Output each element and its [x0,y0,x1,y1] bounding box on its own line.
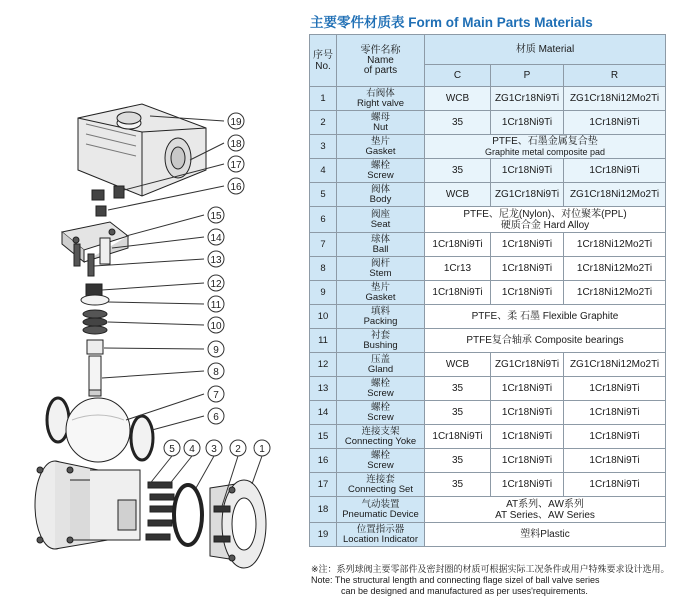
row-name-en: Pneumatic Device [342,508,419,520]
callout-4-label: 4 [189,444,195,455]
callout-1 [252,440,270,484]
row-name-en: Stem [369,267,392,279]
row-name-cn: 位置指示器 [356,523,405,535]
callout-2-label: 2 [235,444,241,455]
callout-9-label: 9 [213,345,219,356]
cell-p: 1Cr18Ni9Ti [491,257,564,281]
footnote [311,564,670,597]
row-no: 2 [310,111,337,135]
cell-c: WCB [425,87,491,111]
gasket-ring [174,485,202,545]
row-no: 1 [310,87,337,111]
callout-17-label: 17 [230,160,242,171]
row-name [337,281,425,305]
row-name-cn: 连接套 [366,473,395,485]
row-no: 11 [310,329,337,353]
table-row [310,87,666,111]
cell-r: ZG1Cr18Ni12Mo2Ti [564,353,666,377]
table-row [310,233,666,257]
row-no: 19 [310,523,337,547]
cell-p: 1Cr18Ni9Ti [491,111,564,135]
table-row [310,377,666,401]
row-name [337,497,425,523]
cell-span: 塑料Plastic [425,523,666,547]
cell-span-line2: Graphite metal composite pad [484,146,606,157]
row-name-cn: 螺栓 [370,401,390,413]
note-line-cn: ※注：系列球阀主要零部件及密封圈的材质可根据实际工况条件或用户特殊要求设计选用。 [311,564,670,574]
row-name-cn: 螺栓 [370,377,390,389]
row-name-cn: 右阀体 [366,87,395,99]
pneumatic-actuator [78,104,206,196]
table-row [310,449,666,473]
row-no: 9 [310,281,337,305]
row-name [337,233,425,257]
header-col-p: P [491,65,564,87]
cell-c: WCB [425,183,491,207]
row-name [337,183,425,207]
row-no: 7 [310,233,337,257]
row-name [337,449,425,473]
header-no-cn: 序号 [313,49,333,61]
row-name-en: Screw [367,169,394,181]
row-no: 14 [310,401,337,425]
row-name-cn: 衬套 [370,329,390,341]
table-row [310,473,666,497]
row-name-en: Gasket [365,145,396,157]
callout-6-label: 6 [213,412,219,423]
right-valve [210,480,266,568]
row-no: 5 [310,183,337,207]
cell-r: 1Cr18Ni12Mo2Ti [564,233,666,257]
cell-r: 1Cr18Ni9Ti [564,401,666,425]
row-name-cn: 阀杆 [370,257,390,269]
cell-r: 1Cr18Ni9Ti [564,449,666,473]
row-no: 13 [310,377,337,401]
row-name-en: Packing [363,315,398,327]
row-name-cn: 垫片 [370,281,390,293]
cell-r: 1Cr18Ni9Ti [564,159,666,183]
row-name [337,87,425,111]
callout-8-label: 8 [213,367,219,378]
callout-11-label: 11 [210,300,222,311]
row-name-en: Ball [372,243,389,255]
row-name-cn: 球体 [370,233,390,245]
cell-p: ZG1Cr18Ni9Ti [491,353,564,377]
row-name [337,425,425,449]
header-name-en1: Name [367,54,394,66]
row-name-en: Screw [367,387,394,399]
row-name-en: Location Indicator [343,533,418,545]
cell-span-line1: PTFE、尼龙(Nylon)、对位聚苯(PPL) [463,208,627,220]
row-name [337,353,425,377]
materials-table [309,34,665,547]
cell-p: 1Cr18Ni9Ti [491,401,564,425]
row-name-en: Gasket [365,291,396,303]
callout-16-label: 16 [230,182,242,193]
header-name-cn: 零件名称 [360,44,401,56]
page-title: 主要零件材质表 Form of Main Parts Materials [310,15,593,30]
callout-14 [112,229,224,248]
note-line-en1: Note: The structural length and connecting flage sizel of ball valve series [311,575,600,585]
callout-7-label: 7 [213,390,219,401]
cell-c: 35 [425,111,491,135]
ball-and-seats [47,398,153,462]
callout-13 [94,251,224,267]
row-name-cn: 螺母 [370,111,390,123]
row-no: 3 [310,135,337,159]
row-name [337,111,425,135]
row-name-en: Bushing [363,339,398,351]
callout-8 [102,363,224,379]
callout-9 [104,341,224,357]
table-row [310,257,666,281]
header-no [310,35,337,87]
table-row [310,425,666,449]
callout-5-label: 5 [169,444,175,455]
table-row [310,207,666,233]
row-no: 8 [310,257,337,281]
row-name-cn: 螺栓 [370,159,390,171]
row-name [337,473,425,497]
header-col-c: C [425,65,491,87]
cell-span: PTFE复合轴承 Composite bearings [425,329,666,353]
row-no: 16 [310,449,337,473]
cell-r: 1Cr18Ni9Ti [564,473,666,497]
cell-r: 1Cr18Ni12Mo2Ti [564,281,666,305]
cell-span [425,497,666,523]
cell-c: WCB [425,353,491,377]
cell-p: 1Cr18Ni9Ti [491,159,564,183]
callout-15 [126,207,224,236]
cell-r: 1Cr18Ni12Mo2Ti [564,257,666,281]
callout-1-label: 1 [259,444,265,455]
callout-11 [108,296,224,312]
cell-p: 1Cr18Ni9Ti [491,281,564,305]
table-row [310,135,666,159]
row-name [337,257,425,281]
row-name-cn: 阀体 [370,183,390,195]
row-name-cn: 阀座 [370,208,390,220]
table-row [310,497,666,523]
callout-15-label: 15 [210,211,222,222]
cell-c: 35 [425,159,491,183]
cell-c: 35 [425,449,491,473]
header-material: 材质 Material [425,35,666,65]
cell-c: 1Cr18Ni9Ti [425,233,491,257]
table-row [310,329,666,353]
cell-span: PTFE、柔 石墨 Flexible Graphite [425,305,666,329]
callout-18-label: 18 [230,139,242,150]
cell-p: ZG1Cr18Ni9Ti [491,183,564,207]
row-no: 18 [310,497,337,523]
cell-p: 1Cr18Ni9Ti [491,449,564,473]
row-no: 15 [310,425,337,449]
cell-c: 35 [425,473,491,497]
callout-6 [152,408,224,430]
cell-r: ZG1Cr18Ni12Mo2Ti [564,87,666,111]
cell-span-line2: AT Series、AW Series [495,509,595,521]
connecting-yoke [62,186,128,276]
table-row [310,401,666,425]
row-name-en: Screw [367,411,394,423]
header-col-r: R [564,65,666,87]
cell-r: ZG1Cr18Ni12Mo2Ti [564,183,666,207]
row-name [337,207,425,233]
cell-span [425,135,666,159]
row-no: 12 [310,353,337,377]
row-name-en: Connecting Yoke [344,435,417,447]
row-name-cn: 螺栓 [370,449,390,461]
cell-span-line1: AT系列、AW系列 [506,498,584,510]
row-name-en: Gland [367,363,394,375]
stem-stack [81,284,109,396]
header-name-en2: of parts [363,64,398,76]
table-row [310,281,666,305]
row-name-en: Right valve [357,97,404,109]
note-line-en2: can be designed and manufactured as per uses'requirements. [341,586,588,596]
table-row [310,159,666,183]
table-row [310,305,666,329]
cell-span-line1: PTFE、石墨金属复合垫 [492,135,598,147]
header-no-en: No. [315,60,331,72]
row-name-en: Seat [370,218,391,230]
row-name-en: Connecting Set [348,483,413,495]
row-name-cn: 连接支架 [361,425,400,437]
cell-c: 1Cr18Ni9Ti [425,425,491,449]
cell-c: 35 [425,401,491,425]
row-name-en: Nut [373,121,388,133]
callout-12-label: 12 [210,279,222,290]
callout-3-label: 3 [211,444,217,455]
cell-span-line2: 硬质合金 Hard Alloy [500,219,590,231]
row-name-cn: 气动装置 [361,498,400,510]
cell-c: 1Cr13 [425,257,491,281]
row-name [337,401,425,425]
row-name [337,135,425,159]
callout-13-label: 13 [210,255,222,266]
table-row [310,183,666,207]
table-row [310,111,666,135]
row-no: 17 [310,473,337,497]
cell-r: 1Cr18Ni9Ti [564,111,666,135]
callout-14-label: 14 [210,233,222,244]
row-no: 10 [310,305,337,329]
valve-body [35,461,140,549]
cell-span [425,207,666,233]
callout-19-label: 19 [230,117,242,128]
row-no: 4 [310,159,337,183]
cell-p: ZG1Cr18Ni9Ti [491,87,564,111]
row-name [337,377,425,401]
table-row [310,523,666,547]
cell-r: 1Cr18Ni9Ti [564,425,666,449]
row-name [337,523,425,547]
row-name-cn: 垫片 [370,135,390,147]
cell-r: 1Cr18Ni9Ti [564,377,666,401]
cell-p: 1Cr18Ni9Ti [491,233,564,257]
cell-p: 1Cr18Ni9Ti [491,377,564,401]
exploded-valve-drawing [0,0,300,609]
row-name-cn: 填料 [370,305,390,317]
row-no: 6 [310,207,337,233]
table-row [310,353,666,377]
cell-p: 1Cr18Ni9Ti [491,473,564,497]
row-name [337,329,425,353]
cell-p: 1Cr18Ni9Ti [491,425,564,449]
bolts-and-nuts [146,482,174,540]
row-name-en: Body [369,193,392,205]
header-name [337,35,425,87]
cell-c: 1Cr18Ni9Ti [425,281,491,305]
row-name [337,159,425,183]
callout-12 [102,275,224,291]
callout-10-label: 10 [210,321,222,332]
callout-10 [108,317,224,333]
row-name-cn: 压盖 [370,353,390,365]
row-name [337,305,425,329]
cell-c: 35 [425,377,491,401]
row-name-en: Screw [367,459,394,471]
